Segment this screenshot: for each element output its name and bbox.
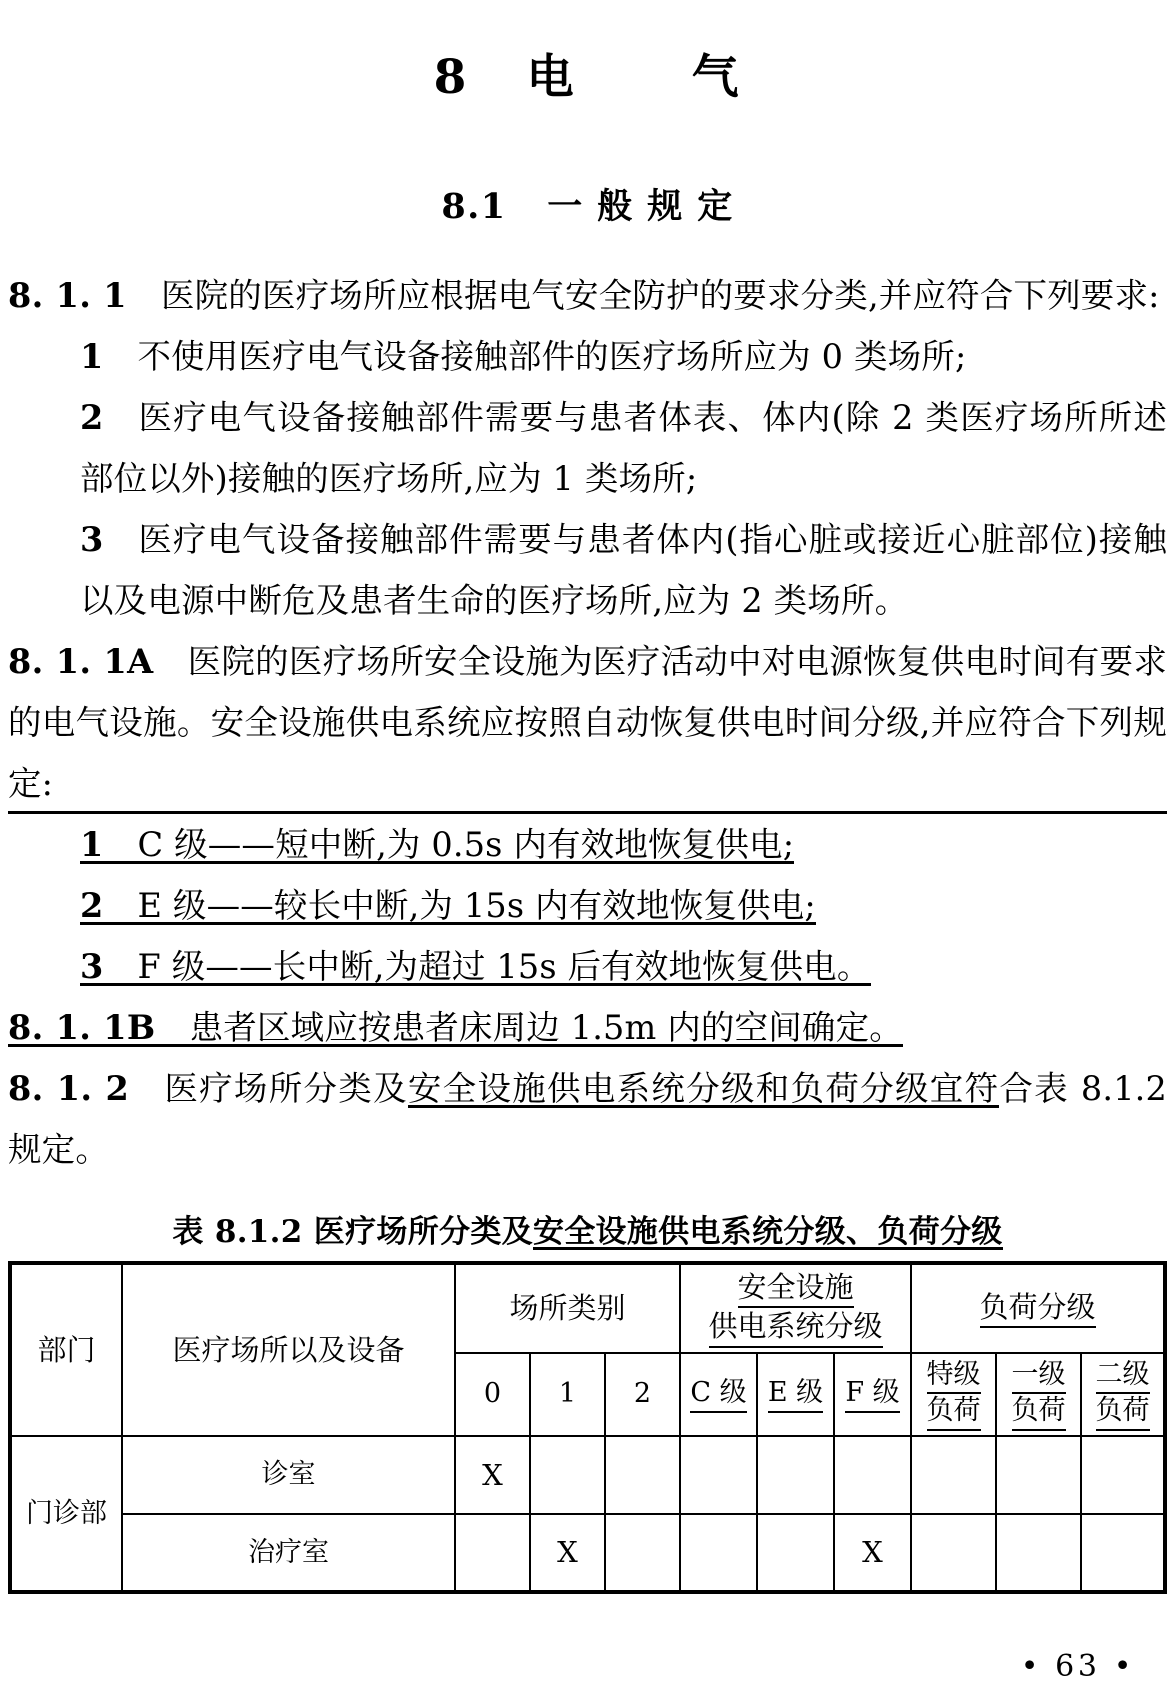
item-text: 不使用医疗电气设备接触部件的医疗场所应为 0 类场所; xyxy=(137,337,967,376)
table-8-1-2 xyxy=(8,1261,1167,1594)
clause-8-1-1a xyxy=(8,631,1167,814)
item-number: 2 xyxy=(80,886,104,925)
body-content xyxy=(8,265,1167,1180)
cell-cat-2 xyxy=(605,1436,680,1514)
item-number: 1 xyxy=(80,825,104,864)
clause-8-1-1-item-1 xyxy=(8,326,1167,387)
clause-text-underlined: 安全设施供电系统分级和负荷分级宜符 xyxy=(407,1069,1000,1108)
cell-cat-0: X xyxy=(455,1436,530,1514)
table-row xyxy=(10,1514,1165,1592)
clause-number: 8. 1. 1B xyxy=(8,1008,156,1047)
table-caption-underlined: 安全设施供电系统分级、负荷分级 xyxy=(532,1214,1003,1250)
header-place-category: 场所类别 xyxy=(455,1263,680,1353)
cell-load-second xyxy=(1081,1514,1165,1592)
subheader-cat-0: 0 xyxy=(455,1353,530,1437)
clause-8-1-1a-item-1 xyxy=(8,814,1167,875)
cell-load-special xyxy=(911,1514,996,1592)
clause-text-tail: 合表 8.1.2 规定。 xyxy=(8,1069,1167,1169)
cell-load-first xyxy=(996,1514,1081,1592)
cell-grade-e xyxy=(757,1436,834,1514)
item-number: 2 xyxy=(80,398,104,437)
table-caption-plain: 表 8.1.2 医疗场所分类及 xyxy=(172,1214,533,1250)
subheader-cat-2: 2 xyxy=(605,1353,680,1437)
cell-grade-f: X xyxy=(834,1514,911,1592)
item-number: 3 xyxy=(80,520,104,559)
item-text: 医疗电气设备接触部件需要与患者体表、体内(除 2 类医疗场所所述部位以外)接触的医疗场所,应为 1 类场所; xyxy=(80,398,1167,498)
item-text: C 级——短中断,为 0.5s 内有效地恢复供电; xyxy=(137,825,795,864)
subheader-grade-f: F 级 xyxy=(834,1353,911,1437)
cell-cat-2 xyxy=(605,1514,680,1592)
cell-grade-e xyxy=(757,1514,834,1592)
subheader-load-first: 一级 负荷 xyxy=(996,1353,1081,1437)
clause-number: 8. 1. 1A xyxy=(8,642,154,681)
clause-8-1-1a-item-3 xyxy=(8,936,1167,997)
clause-text: 医院的医疗场所应根据电气安全防护的要求分类,并应符合下列要求: xyxy=(160,276,1160,315)
header-safety-facility-line2: 供电系统分级 xyxy=(709,1308,883,1347)
header-load-grade-label: 负荷分级 xyxy=(980,1289,1096,1328)
item-text: F 级——长中断,为超过 15s 后有效地恢复供电。 xyxy=(137,947,871,986)
subheader-grade-c: C 级 xyxy=(680,1353,757,1437)
clause-8-1-1b xyxy=(8,997,1167,1058)
cell-department: 门诊部 xyxy=(10,1436,122,1592)
clause-text: 患者区域应按患者床周边 1.5m 内的空间确定。 xyxy=(189,1008,903,1047)
page-number: • 63 • xyxy=(1020,1649,1135,1684)
chapter-title: 8 电 气 xyxy=(433,50,742,105)
subheader-load-special: 特级 负荷 xyxy=(911,1353,996,1437)
header-safety-facility xyxy=(680,1263,911,1353)
table-row xyxy=(10,1436,1165,1514)
cell-load-special xyxy=(911,1436,996,1514)
cell-load-first xyxy=(996,1436,1081,1514)
clause-8-1-2 xyxy=(8,1058,1167,1180)
clause-8-1-1 xyxy=(8,265,1167,326)
clause-8-1-1a-item-2 xyxy=(8,875,1167,936)
cell-cat-1: X xyxy=(530,1514,605,1592)
document-page xyxy=(0,22,1175,1708)
item-text: E 级——较长中断,为 15s 内有效地恢复供电; xyxy=(137,886,816,925)
cell-grade-c xyxy=(680,1436,757,1514)
cell-place-name: 诊室 xyxy=(122,1436,455,1514)
section-title: 8.1 一 般 规 定 xyxy=(441,186,734,227)
subheader-grade-e: E 级 xyxy=(757,1353,834,1437)
clause-number: 8. 1. 2 xyxy=(8,1069,130,1108)
header-place-equipment: 医疗场所以及设备 xyxy=(122,1263,455,1436)
clause-text-plain: 医疗场所分类及 xyxy=(163,1069,408,1108)
cell-grade-f xyxy=(834,1436,911,1514)
clause-number: 8. 1. 1 xyxy=(8,276,127,315)
clause-8-1-1-item-3 xyxy=(8,509,1167,631)
header-load-grade xyxy=(911,1263,1165,1353)
item-text: 医疗电气设备接触部件需要与患者体内(指心脏或接近心脏部位)接触以及电源中断危及患者生命的医疗场所,应为 2 类场所。 xyxy=(80,520,1167,620)
table-header-row-group xyxy=(10,1263,1165,1353)
cell-grade-c xyxy=(680,1514,757,1592)
header-department: 部门 xyxy=(10,1263,122,1436)
clause-8-1-1-item-2 xyxy=(8,387,1167,509)
subheader-cat-1: 1 xyxy=(530,1353,605,1437)
cell-cat-1 xyxy=(530,1436,605,1514)
cell-cat-0 xyxy=(455,1514,530,1592)
cell-place-name: 治疗室 xyxy=(122,1514,455,1592)
clause-text: 医院的医疗场所安全设施为医疗活动中对电源恢复供电时间有要求的电气设施。安全设施供电系统应按照自动恢复供电时间分级,并应符合下列规定: xyxy=(8,642,1167,803)
cell-load-second xyxy=(1081,1436,1165,1514)
item-number: 1 xyxy=(80,337,104,376)
header-safety-facility-line1: 安全设施 xyxy=(738,1269,854,1308)
item-number: 3 xyxy=(80,947,104,986)
subheader-load-second: 二级 负荷 xyxy=(1081,1353,1165,1437)
table-caption xyxy=(8,1206,1167,1251)
